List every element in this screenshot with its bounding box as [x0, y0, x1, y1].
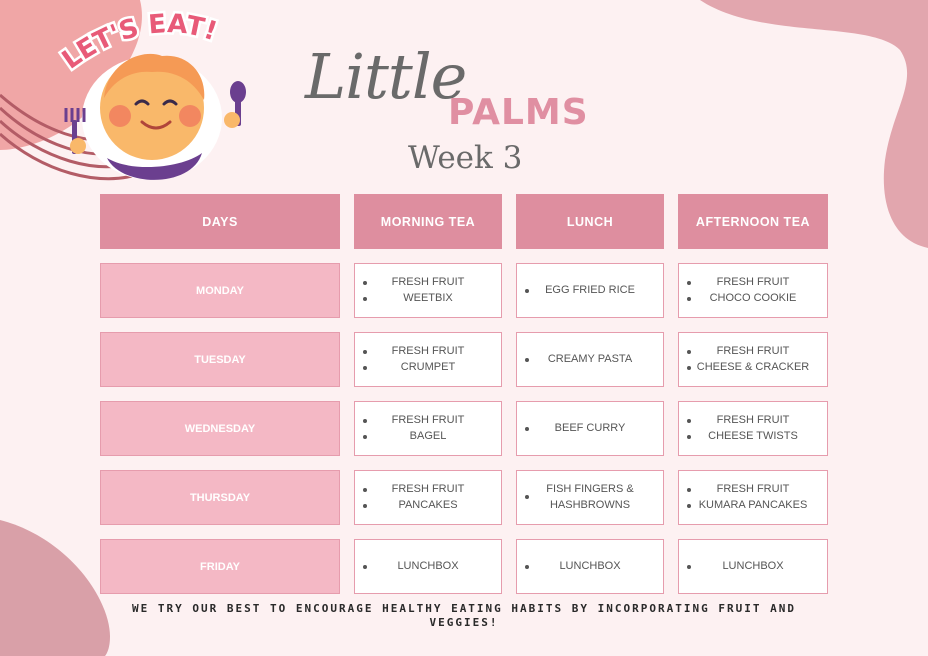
svg-text:LET'S EAT!: [57, 9, 221, 75]
menu-item: CHEESE TWISTS: [679, 429, 827, 445]
menu-list: [679, 344, 827, 375]
day-friday: FRIDAY: [100, 539, 340, 594]
header-lunch: LUNCH: [516, 194, 664, 249]
menu-list: [679, 413, 827, 444]
day-monday: MONDAY: [100, 263, 340, 318]
morning-tea-cell: [354, 470, 502, 525]
morning-tea-cell: [354, 539, 502, 594]
header-morning-tea: MORNING TEA: [354, 194, 502, 249]
day-tuesday: TUESDAY: [100, 332, 340, 387]
lunch-cell: [516, 470, 664, 525]
lunch-cell: [516, 332, 664, 387]
menu-item: LUNCHBOX: [517, 559, 663, 575]
menu-item: CRUMPET: [355, 360, 501, 376]
title-palms: PALMS: [448, 92, 589, 133]
menu-list: [355, 275, 501, 306]
afternoon-tea-cell: [678, 401, 828, 456]
header-days: DAYS: [100, 194, 340, 249]
lets-eat-sticker: [52, 8, 262, 186]
menu-item: PANCAKES: [355, 498, 501, 514]
afternoon-tea-cell: [678, 470, 828, 525]
menu-list: [355, 413, 501, 444]
menu-item: FRESH FRUIT: [355, 413, 501, 429]
menu-item: FRESH FRUIT: [679, 344, 827, 360]
sticker-text: LET'S EAT!: [56, 9, 221, 76]
menu-list: [679, 482, 827, 513]
menu-item: LUNCHBOX: [679, 559, 827, 575]
lunch-cell: [516, 539, 664, 594]
menu-list: [679, 275, 827, 306]
menu-list: [517, 421, 663, 437]
menu-list: [517, 352, 663, 368]
menu-item: FRESH FRUIT: [679, 275, 827, 291]
menu-item: FRESH FRUIT: [355, 482, 501, 498]
afternoon-tea-cell: [678, 332, 828, 387]
menu-list: [355, 344, 501, 375]
morning-tea-cell: [354, 401, 502, 456]
week-label: Week 3: [408, 140, 523, 176]
morning-tea-cell: [354, 332, 502, 387]
menu-item: FRESH FRUIT: [355, 344, 501, 360]
menu-item: EGG FRIED RICE: [517, 283, 663, 299]
footer-note: WE TRY OUR BEST TO ENCOURAGE HEALTHY EATING HABITS BY INCORPORATING FRUIT AND VEGGIES!: [132, 602, 796, 629]
menu-item: CREAMY PASTA: [517, 352, 663, 368]
menu-list: [355, 482, 501, 513]
menu-list: [355, 559, 501, 575]
menu-item: BAGEL: [355, 429, 501, 445]
menu-list: [517, 559, 663, 575]
title-little: Little: [305, 40, 467, 113]
day-thursday: THURSDAY: [100, 470, 340, 525]
menu-list: [679, 559, 827, 575]
menu-item: BEEF CURRY: [517, 421, 663, 437]
menu-item: CHEESE & CRACKER: [679, 360, 827, 376]
menu-item: LUNCHBOX: [355, 559, 501, 575]
menu-item: WEETBIX: [355, 291, 501, 307]
menu-item: FRESH FRUIT: [355, 275, 501, 291]
menu-list: [517, 482, 663, 513]
lunch-cell: [516, 401, 664, 456]
menu-item: FRESH FRUIT: [679, 482, 827, 498]
day-wednesday: WEDNESDAY: [100, 401, 340, 456]
lunch-cell: [516, 263, 664, 318]
header-afternoon-tea: AFTERNOON TEA: [678, 194, 828, 249]
afternoon-tea-cell: [678, 539, 828, 594]
menu-item: FISH FINGERS & HASHBROWNS: [517, 482, 663, 513]
morning-tea-cell: [354, 263, 502, 318]
menu-item: CHOCO COOKIE: [679, 291, 827, 307]
menu-item: FRESH FRUIT: [679, 413, 827, 429]
afternoon-tea-cell: [678, 263, 828, 318]
menu-list: [517, 283, 663, 299]
menu-item: KUMARA PANCAKES: [679, 498, 827, 514]
